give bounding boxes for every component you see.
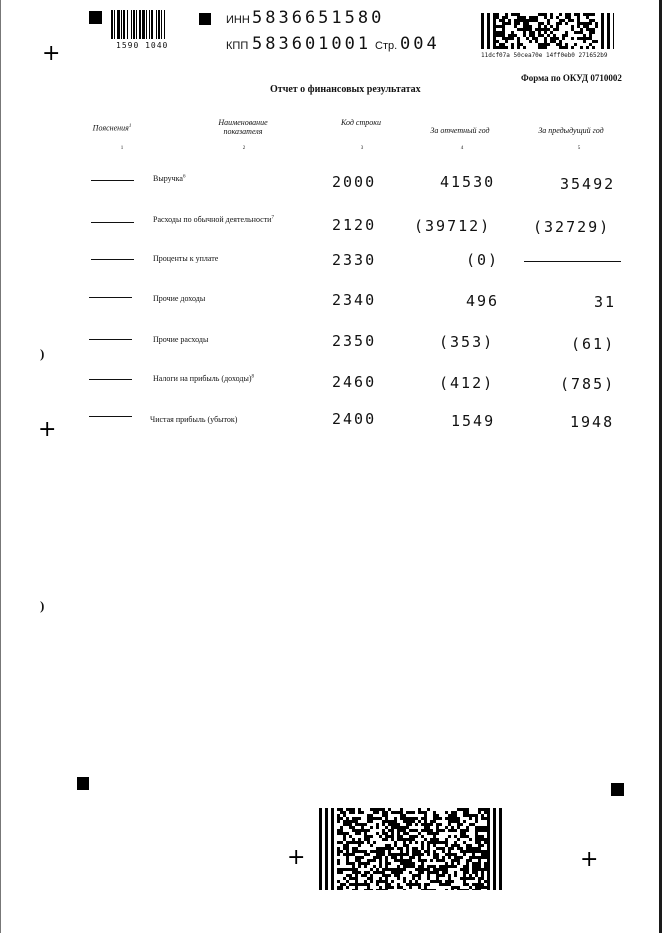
- column-number: 4: [460, 146, 464, 151]
- column-header-previous-year: За предыдущий год: [538, 126, 604, 135]
- binding-mark: ): [40, 346, 45, 361]
- matrix-code-text: 11dcf07a 50cea70e 14ff0eb0 271652b9: [481, 52, 608, 59]
- column-number: 1: [120, 146, 124, 151]
- row-previous-value: 35492: [560, 175, 616, 193]
- row-previous-value: 31: [594, 293, 617, 311]
- registration-cross: +: [42, 41, 61, 66]
- row-current-value: 41530: [440, 173, 496, 191]
- page-value: 004: [400, 34, 440, 54]
- row-code: 2400: [332, 410, 377, 428]
- row-name: Выручка$^6$: [153, 174, 186, 183]
- column-header-current-year: За отчетный год: [430, 126, 490, 135]
- row-current-value: (39712): [414, 217, 492, 235]
- row-code: 2340: [332, 291, 377, 309]
- row-code: 2330: [332, 251, 377, 269]
- column-header-name: Наименование показателя: [218, 118, 268, 136]
- barcode: [111, 10, 187, 39]
- matrix-code-bottom: [319, 808, 505, 890]
- registration-cross: +: [287, 845, 306, 870]
- row-code: 2460: [332, 373, 377, 391]
- registration-square: [89, 11, 102, 24]
- explanation-dash: [89, 339, 132, 340]
- row-previous-value: (61): [571, 335, 616, 353]
- row-current-value: (412): [439, 374, 495, 392]
- explanation-dash: [91, 222, 134, 223]
- row-name: Проценты к уплате: [153, 254, 219, 263]
- row-previous-value: 1948: [570, 413, 615, 431]
- explanation-dash: [89, 379, 132, 380]
- explanation-dash: [91, 259, 134, 260]
- row-name: Прочие расходы: [153, 335, 209, 344]
- column-number: 5: [577, 146, 581, 151]
- row-name: Прочие доходы: [153, 294, 206, 303]
- row-current-value: (353): [439, 333, 495, 351]
- kpp-label: КПП: [226, 40, 249, 52]
- barcode-number: 1590 1040: [116, 41, 169, 50]
- row-previous-value: (785): [560, 375, 616, 393]
- row-code: 2120: [332, 216, 377, 234]
- row-name: Налоги на прибыль (доходы)$^8$: [153, 374, 255, 383]
- registration-square: [77, 777, 89, 790]
- matrix-code-top: [481, 13, 614, 49]
- explanation-dash: [91, 180, 134, 181]
- row-current-value: (0): [466, 251, 500, 269]
- inn-label: ИНН: [226, 14, 250, 26]
- report-title: Отчет о финансовых результатах: [270, 84, 421, 95]
- kpp-value: 583601001: [252, 34, 372, 54]
- registration-square: [199, 13, 211, 25]
- row-previous-value: (32729): [533, 218, 611, 236]
- column-header-code: Код строки: [340, 118, 382, 127]
- page-label: Стр.: [375, 40, 398, 52]
- row-current-value: 496: [466, 292, 500, 310]
- row-current-value: 1549: [451, 412, 496, 430]
- registration-cross: +: [580, 847, 599, 872]
- explanation-dash: [89, 297, 132, 298]
- row-name: Чистая прибыль (убыток): [150, 415, 238, 424]
- row-code: 2350: [332, 332, 377, 350]
- previous-value-dash: [524, 261, 621, 262]
- explanation-dash: [89, 416, 132, 417]
- binding-mark: ): [40, 598, 45, 613]
- registration-square: [611, 783, 624, 796]
- page-edge-left: [0, 0, 1, 933]
- column-number: 3: [360, 146, 364, 151]
- inn-value: 5836651580: [252, 8, 385, 28]
- column-header-explanations: Пояснения$^1$: [92, 123, 132, 133]
- registration-cross: +: [38, 417, 57, 442]
- okud-label: Форма по ОКУД 0710002: [521, 73, 622, 83]
- row-code: 2000: [332, 173, 377, 191]
- column-number: 2: [242, 146, 246, 151]
- row-name: Расходы по обычной деятельности$^7$: [153, 215, 274, 224]
